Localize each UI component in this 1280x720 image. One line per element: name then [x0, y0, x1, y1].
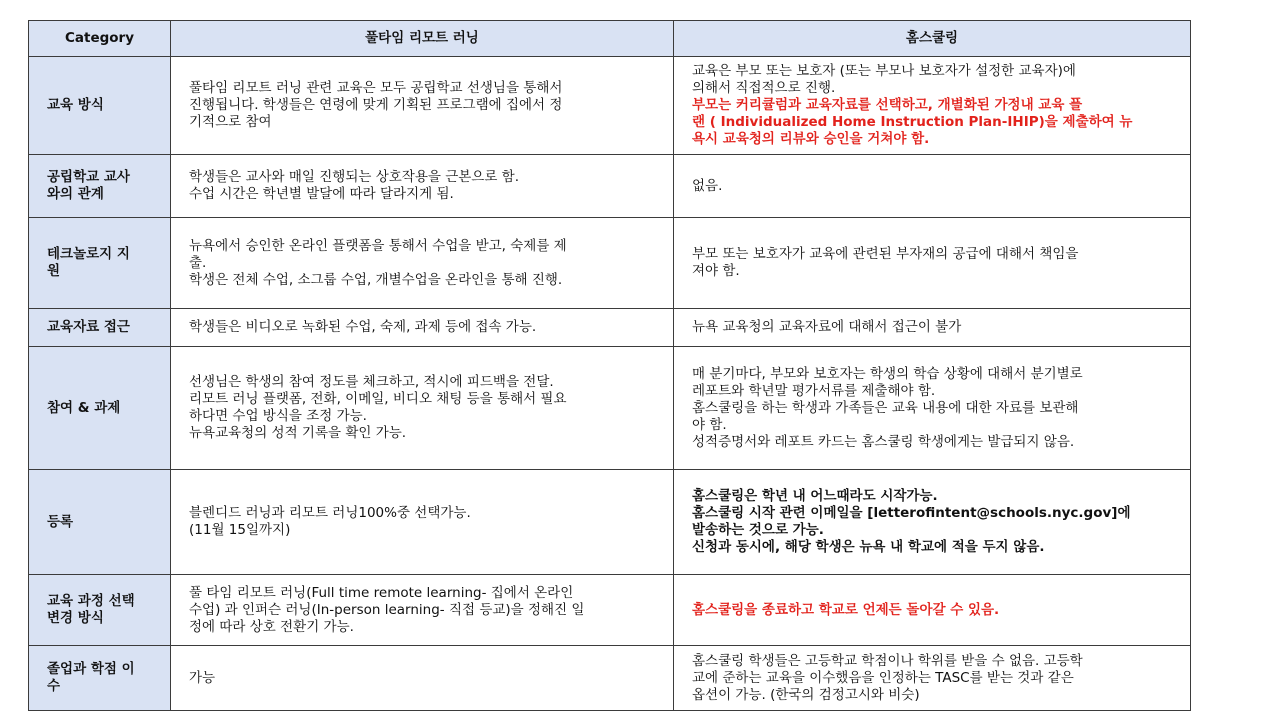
text-line: 뉴욕에서 승인한 온라인 플랫폼을 통해서 수업을 받고, 숙제를 제 [189, 237, 567, 254]
table-row [29, 218, 1191, 309]
table-row [29, 309, 1191, 347]
remote-cell [171, 309, 674, 347]
text-line: 의해서 직접적으로 진행. [692, 80, 836, 96]
text-line: 부모 또는 보호자가 교육에 관련된 부자재의 공급에 대해서 책임을 [692, 246, 1079, 262]
text-line: 뉴욕교육청의 성적 기록을 확인 가능. [189, 425, 407, 441]
text-line: 풀타임 리모트 러닝 관련 교육은 모두 공립학교 선생님을 통해서 [189, 80, 563, 96]
remote-cell [171, 575, 674, 646]
category-cell [29, 155, 171, 218]
homeschool-cell [674, 646, 1191, 711]
remote-cell [171, 155, 674, 218]
text-line: 공립학교 교사 [47, 169, 130, 185]
text-line: 테크놀로지 지 [47, 246, 130, 262]
homeschool-cell [674, 57, 1191, 155]
text-line: 수업 시간은 학년별 발달에 따라 달라지게 됨. [189, 186, 454, 202]
text-line: 성적증명서와 레포트 카드는 홈스쿨링 학생에게는 발급되지 않음. [692, 433, 1075, 450]
text-line: 학생은 전체 수업, 소그룹 수업, 개별수업을 온라인을 통해 진행. [189, 271, 563, 288]
comparison-table [28, 20, 1191, 711]
text-line: 수업) 과 인퍼슨 러닝(In-person learning- 직접 등교)을 정해진 일 [189, 601, 585, 618]
text-line: 옵션이 가능. (한국의 검정고시와 비슷) [692, 686, 920, 703]
highlight-line: 랜 ( Individualized Home Instruction Plan-IHIP)을 제출하여 뉴 [692, 114, 1133, 130]
homeschool-cell [674, 155, 1191, 218]
text-line: 야 함. [692, 416, 727, 433]
remote-cell [171, 57, 674, 155]
homeschool-cell [674, 218, 1191, 309]
text-line: 하다면 수업 방식을 조정 가능. [189, 408, 367, 424]
table-row [29, 646, 1191, 711]
header-category: Category [29, 21, 171, 57]
text-line: 가능 [189, 669, 216, 686]
remote-cell [171, 646, 674, 711]
table-row [29, 347, 1191, 470]
text-line: 홈스쿨링은 학년 내 어느때라도 시작가능. [692, 488, 938, 504]
text-line: 졸업과 학점 이 [47, 661, 135, 677]
text-line: 홈스쿨링 학생들은 고등학교 학점이나 학위를 받을 수 없음. 고등학 [692, 652, 1083, 669]
remote-cell [171, 218, 674, 309]
text-line: 출. [189, 254, 207, 271]
text-line: 블렌디드 러닝과 리모트 러닝100%중 선택가능. [189, 505, 471, 521]
text-line: 진행됩니다. 학생들은 연령에 맞게 기획된 프로그램에 집에서 정 [189, 97, 563, 113]
text-line: 교에 준하는 교육을 이수했음을 인정하는 TASC를 받는 것과 같은 [692, 669, 1074, 686]
text-line: 교육은 부모 또는 보호자 (또는 부모나 보호자가 설정한 교육자)에 [692, 63, 1076, 79]
text-line: 매 분기마다, 부모와 보호자는 학생의 학습 상황에 대해서 분기별로 [692, 365, 1083, 382]
text-line: 홈스쿨링 시작 관련 이메일을 [letterofintent@schools.nyc.gov]에 [692, 505, 1131, 521]
table-row [29, 575, 1191, 646]
text-line: 신청과 동시에, 해당 학생은 뉴욕 내 학교에 적을 두지 않음. [692, 539, 1045, 555]
table-row [29, 155, 1191, 218]
text-line: 레포트와 학년말 평가서류를 제출해야 함. [692, 382, 936, 399]
text-line: 교육 과정 선택 [47, 593, 135, 609]
text-line: 수 [47, 678, 61, 694]
category-cell [29, 575, 171, 646]
homeschool-cell [674, 347, 1191, 470]
header-remote-learning: 풀타임 리모트 러닝 [171, 21, 674, 57]
header-homeschooling: 홈스쿨링 [674, 21, 1191, 57]
text-line: 홈스쿨링을 하는 학생과 가족들은 교육 내용에 대한 자료를 보관해 [692, 399, 1079, 416]
text-line: (11월 15일까지) [189, 522, 291, 538]
text-line: 원 [47, 263, 61, 279]
category-cell [29, 646, 171, 711]
text-line: 풀 타임 리모트 러닝(Full time remote learning- 집에서 온라인 [189, 584, 574, 601]
text-line: 기적으로 참여 [189, 114, 272, 130]
header-row [29, 21, 1191, 57]
category-cell: 참여 & 과제 [29, 347, 171, 470]
highlight-line: 욕시 교육청의 리뷰와 승인을 거쳐야 함. [692, 131, 930, 147]
homeschool-cell [674, 470, 1191, 575]
text-line: 와의 관계 [47, 186, 104, 202]
category-cell: 등록 [29, 470, 171, 575]
text-line: 발송하는 것으로 가능. [692, 522, 824, 538]
text-line: 선생님은 학생의 참여 정도를 체크하고, 적시에 피드백을 전달. [189, 374, 554, 390]
text-line: 리모트 러닝 플랫폼, 전화, 이메일, 비디오 채팅 등을 통해서 필요 [189, 391, 567, 407]
text-line: 정에 따라 상호 전환기 가능. [189, 618, 354, 635]
homeschool-cell [674, 309, 1191, 347]
homeschool-cell [674, 575, 1191, 646]
text-line: 없음. [692, 177, 723, 194]
text-line: 져야 함. [692, 263, 740, 279]
table-row [29, 470, 1191, 575]
table-row [29, 57, 1191, 155]
text-line: 학생들은 비디오로 녹화된 수업, 숙제, 과제 등에 접속 가능. [189, 319, 537, 335]
remote-cell [171, 470, 674, 575]
text-line: 학생들은 교사와 매일 진행되는 상호작용을 근본으로 함. [189, 169, 519, 185]
remote-cell [171, 347, 674, 470]
text-line: 뉴욕 교육청의 교육자료에 대해서 접근이 불가 [692, 319, 962, 335]
highlight-line: 부모는 커리큘럼과 교육자료를 선택하고, 개별화된 가정내 교육 플 [692, 97, 1083, 113]
highlight-line: 홈스쿨링을 종료하고 학교로 언제든 돌아갈 수 있음. [692, 601, 1000, 618]
category-cell [29, 218, 171, 309]
category-cell: 교육 방식 [29, 57, 171, 155]
category-cell: 교육자료 접근 [29, 309, 171, 347]
text-line: 변경 방식 [47, 610, 104, 626]
